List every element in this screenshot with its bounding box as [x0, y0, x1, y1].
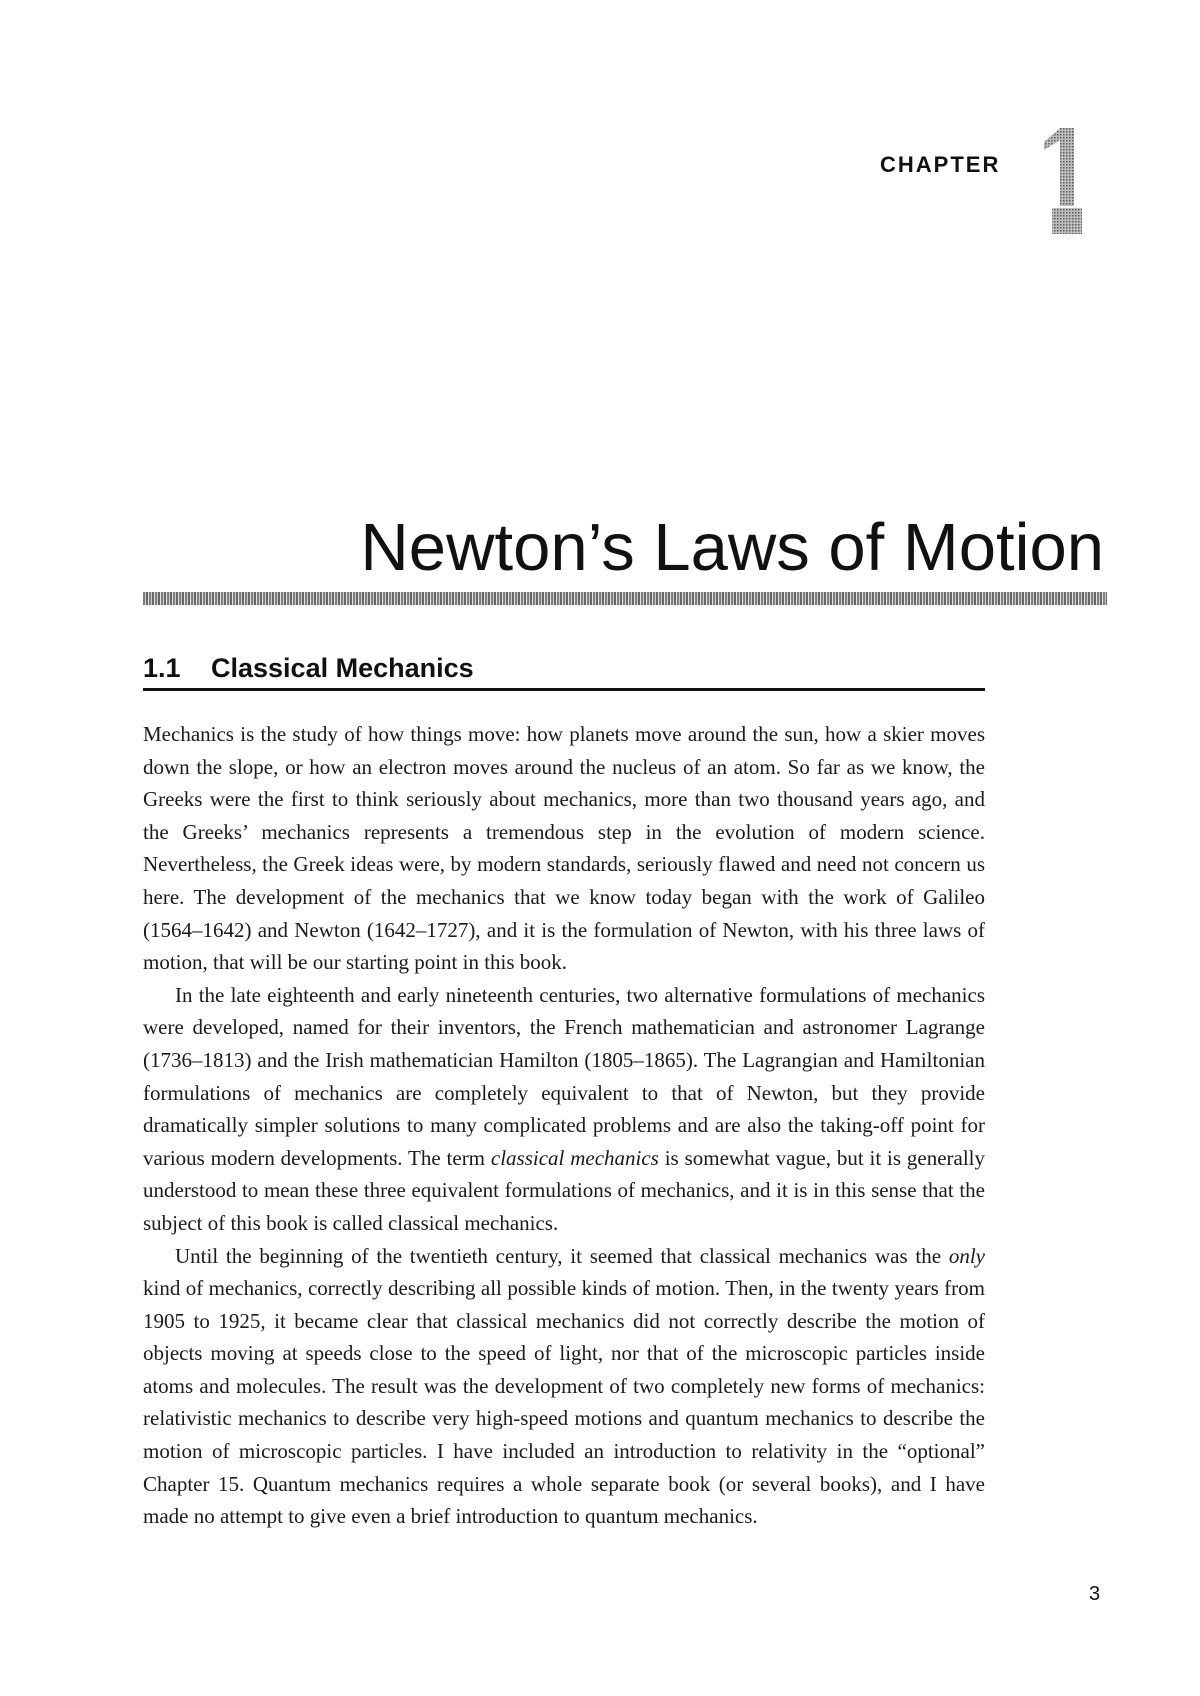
text-run: In the late eighteenth and early nineteenth centuries, two alternative formulations of mechanics were developed, named for their inventors, the French mathematician and astronomer Lagrange (1736–1813) and the Irish mathematician Hamilton (1805–1865). The Lagrangian and Hamiltonian formulations of mechanics are completely equivalent to that of Newton, but they provide dramatically simpler solutions to many complicated problems and are also the taking-off point for various modern developments. The term	[143, 982, 985, 1170]
title-rule	[143, 592, 1107, 605]
body-text	[143, 718, 985, 1533]
text-run: kind of mechanics, correctly describing all possible kinds of motion. Then, in the twenty years from 1905 to 1925, it became clear that classical mechanics did not correctly describe the motion of objects moving at speeds close to the speed of light, nor that of the microscopic particles inside atoms and molecules. The result was the development of two completely new forms of mechanics: relativistic mechanics to describe very high-speed motions and quantum mechanics to describe the motion of microscopic particles. I have included an introduction to relativity in the “optional” Chapter 15. Quantum mechanics requires a whole separate book (or several books), and I have made no attempt to give even a brief introduction to quantum mechanics.	[143, 1276, 985, 1529]
section-title: Classical Mechanics	[211, 653, 474, 683]
section-number: 1.1	[143, 653, 181, 683]
section-heading	[143, 650, 985, 691]
chapter-number	[1030, 128, 1088, 236]
text-run: is somewhat vague, but it is generally understood to mean these three equivalent formulations of mechanics, and it is in this sense that the subject of this book is called classical mechanics.	[143, 1145, 986, 1235]
emphasis-classical-mechanics: classical mechanics	[490, 1145, 659, 1170]
text-run: Mechanics is the study of how things move: how planets move around the sun, how a skier moves down the slope, or how an electron moves around the nucleus of an atom. So far as we know, the Greeks were the first to think seriously about mechanics, more than two thousand years ago, and the Greeks’ mechanics represents a tremendous step in the evolution of modern science. Nevertheless, the Greek ideas were, by modern standards, seriously flawed and need not concern us here. The development of the mechanics that we know today began with the work of Galileo (1564–1642) and Newton (1642–1727), and it is the formulation of Newton, with his three laws of motion, that will be our starting point in this book.	[143, 722, 985, 975]
chapter-number-graphic	[1030, 128, 1088, 236]
page-number: 3	[1089, 1583, 1101, 1605]
paragraph-3	[143, 1240, 985, 1533]
paragraph-2	[143, 979, 985, 1240]
text-run: Until the beginning of the twentieth century, it seemed that classical mechanics was the	[175, 1243, 949, 1268]
emphasis-only: only	[948, 1243, 985, 1268]
paragraph-1	[143, 718, 985, 979]
chapter-title: Newton’s Laws of Motion	[360, 510, 1104, 585]
chapter-label: CHAPTER	[880, 152, 1001, 177]
